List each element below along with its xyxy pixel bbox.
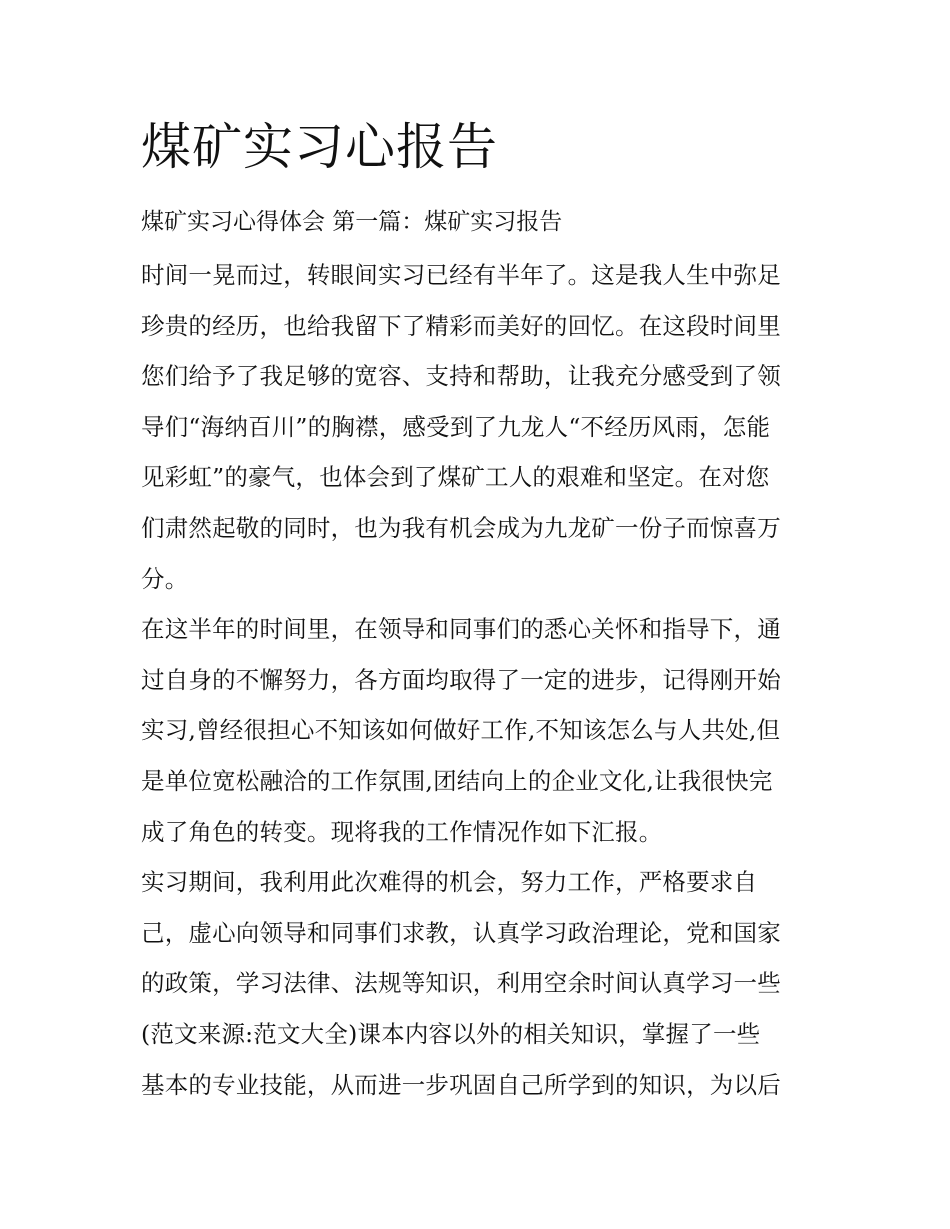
body-line: 导们“海纳百川”的胸襟，感受到了九龙人“不经历风雨，怎能 (141, 412, 771, 441)
body-line: 实习,曾经很担心不知该如何做好工作,不知该怎么与人共处,但 (141, 716, 781, 745)
body-line: 您们给予了我足够的宽容、支持和帮助，让我充分感受到了领 (141, 362, 781, 391)
body-line: 们肃然起敬的同时，也为我有机会成为九龙矿一份子而惊喜万 (141, 513, 781, 542)
document-subtitle: 煤矿实习心得体会 第一篇：煤矿实习报告 (141, 209, 563, 235)
body-line: 在这半年的时间里，在领导和同事们的悉心关怀和指导下，通 (141, 615, 781, 644)
body-line: 基本的专业技能，从而进一步巩固自己所学到的知识，为以后 (141, 1070, 781, 1099)
body-line: 是单位宽松融洽的工作氛围,团结向上的企业文化,让我很快完 (141, 766, 773, 795)
body-line: 己，虚心向领导和同事们求教，认真学习政治理论，党和国家 (141, 918, 781, 947)
document-title: 煤矿实习心报告 (141, 118, 498, 176)
body-line: 的政策，学习法律、法规等知识，利用空余时间认真学习一些 (141, 969, 781, 998)
body-line: 实习期间，我利用此次难得的机会，努力工作，严格要求自 (141, 868, 758, 897)
body-line: 时间一晃而过，转眼间实习已经有半年了。这是我人生中弥足 (141, 261, 781, 289)
body-line: (范文来源:范文大全)课本内容以外的相关知识，掌握了一些 (141, 1019, 761, 1048)
body-line: 见彩虹”的豪气，也体会到了煤矿工人的艰难和坚定。在对您 (141, 463, 770, 492)
body-line: 珍贵的经历，也给我留下了精彩而美好的回忆。在这段时间里 (141, 311, 781, 340)
body-line: 分。 (141, 564, 189, 593)
body-line: 过自身的不懈努力，各方面均取得了一定的进步，记得刚开始 (141, 665, 781, 694)
document-body (141, 250, 813, 1110)
body-line: 成了角色的转变。现将我的工作情况作如下汇报。 (141, 817, 663, 846)
